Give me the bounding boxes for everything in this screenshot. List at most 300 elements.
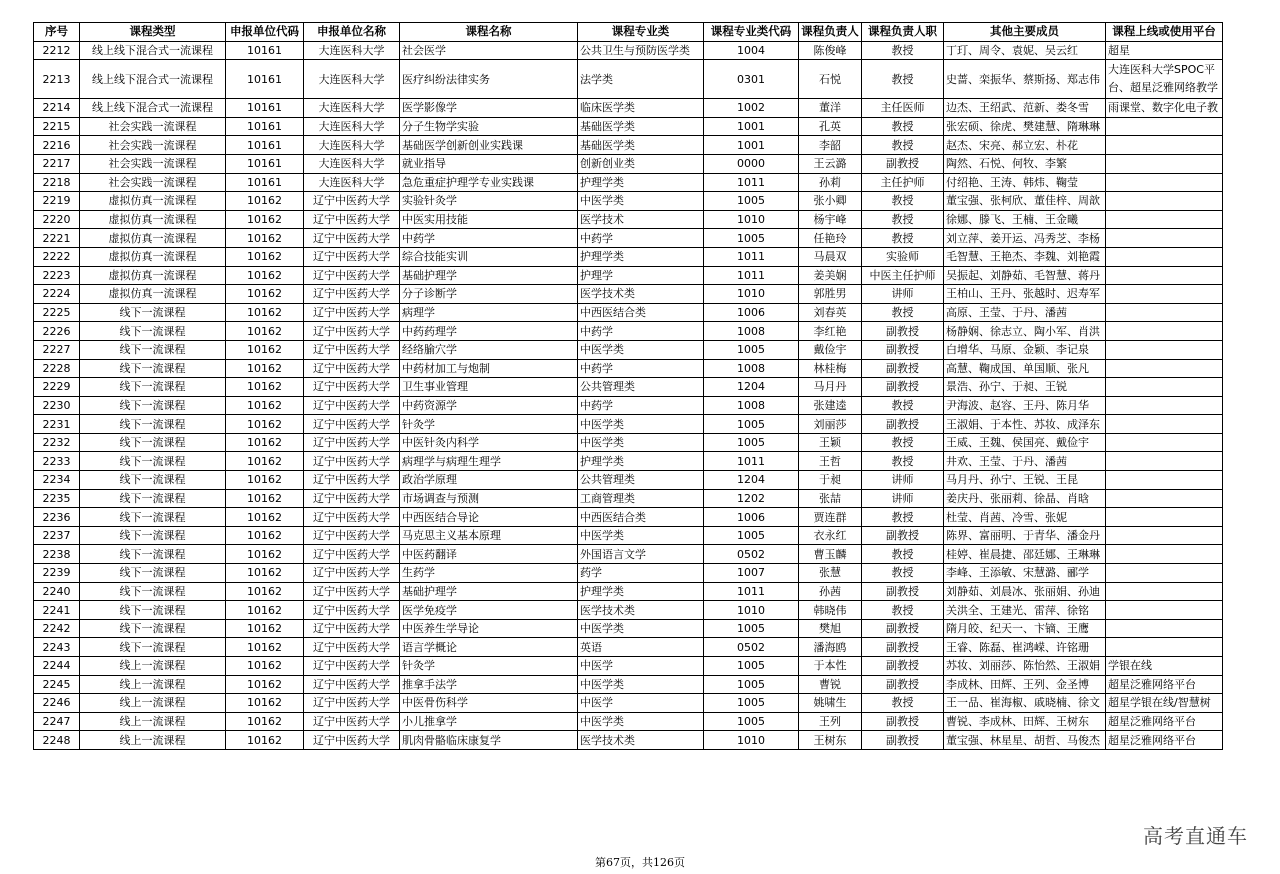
cell-seq: 2237 [34, 526, 80, 545]
cell-major-category: 护理学类 [578, 247, 704, 266]
header-course-type: 课程类型 [80, 23, 226, 42]
cell-unit-name: 辽宁中医药大学 [304, 489, 400, 508]
cell-unit-name: 辽宁中医药大学 [304, 545, 400, 564]
table-row [34, 582, 1223, 601]
cell-major-code: 1011 [704, 173, 799, 192]
table-row [34, 266, 1223, 285]
cell-major-category: 基础医学类 [578, 117, 704, 136]
header-major-category: 课程专业类 [578, 23, 704, 42]
cell-platform [1106, 638, 1223, 657]
cell-platform [1106, 210, 1223, 229]
cell-unit-code: 10162 [226, 731, 304, 750]
cell-unit-code: 10162 [226, 396, 304, 415]
cell-members: 王淑娟、于本性、苏妆、成泽东 [944, 415, 1106, 434]
cell-course-name: 中医骨伤科学 [400, 694, 578, 713]
cell-major-code: 1005 [704, 229, 799, 248]
cell-course-name: 小儿推拿学 [400, 712, 578, 731]
cell-major-code: 0502 [704, 638, 799, 657]
cell-leader-title: 副教授 [862, 712, 944, 731]
cell-course-type: 线上线下混合式一流课程 [80, 60, 226, 99]
cell-major-code: 1001 [704, 136, 799, 155]
cell-seq: 2247 [34, 712, 80, 731]
cell-leader-title: 主任医师 [862, 99, 944, 118]
cell-course-name: 病理学与病理生理学 [400, 452, 578, 471]
cell-major-code: 1006 [704, 508, 799, 527]
cell-seq: 2246 [34, 694, 80, 713]
cell-unit-code: 10162 [226, 619, 304, 638]
cell-unit-code: 10162 [226, 378, 304, 397]
cell-leader: 樊旭 [799, 619, 862, 638]
cell-unit-code: 10161 [226, 173, 304, 192]
cell-members: 尹海波、赵容、王丹、陈月华 [944, 396, 1106, 415]
cell-leader: 姚啸生 [799, 694, 862, 713]
cell-major-category: 中医学 [578, 657, 704, 676]
cell-seq: 2218 [34, 173, 80, 192]
cell-seq: 2240 [34, 582, 80, 601]
cell-leader: 于昶 [799, 471, 862, 490]
cell-platform [1106, 266, 1223, 285]
cell-unit-name: 辽宁中医药大学 [304, 508, 400, 527]
cell-unit-name: 大连医科大学 [304, 136, 400, 155]
cell-members: 景浩、孙宁、于昶、王锐 [944, 378, 1106, 397]
cell-unit-code: 10161 [226, 136, 304, 155]
cell-members: 王柏山、王丹、张越时、迟寿军 [944, 285, 1106, 304]
cell-unit-name: 辽宁中医药大学 [304, 601, 400, 620]
cell-leader-title: 副教授 [862, 415, 944, 434]
cell-unit-name: 辽宁中医药大学 [304, 378, 400, 397]
cell-unit-name: 辽宁中医药大学 [304, 471, 400, 490]
cell-leader-title: 教授 [862, 229, 944, 248]
cell-course-name: 中医实用技能 [400, 210, 578, 229]
cell-course-type: 线下一流课程 [80, 433, 226, 452]
cell-course-type: 线下一流课程 [80, 545, 226, 564]
cell-seq: 2220 [34, 210, 80, 229]
cell-leader-title: 教授 [862, 396, 944, 415]
cell-major-code: 1202 [704, 489, 799, 508]
cell-members: 高慧、鞠成国、单国顺、张凡 [944, 359, 1106, 378]
cell-seq: 2227 [34, 340, 80, 359]
header-leader: 课程负责人 [799, 23, 862, 42]
cell-course-type: 线下一流课程 [80, 489, 226, 508]
cell-unit-name: 辽宁中医药大学 [304, 657, 400, 676]
cell-seq: 2239 [34, 564, 80, 583]
cell-seq: 2229 [34, 378, 80, 397]
cell-unit-code: 10162 [226, 564, 304, 583]
cell-major-code: 1005 [704, 657, 799, 676]
cell-seq: 2238 [34, 545, 80, 564]
cell-seq: 2242 [34, 619, 80, 638]
cell-unit-code: 10161 [226, 117, 304, 136]
cell-unit-code: 10162 [226, 322, 304, 341]
cell-course-type: 虚拟仿真一流课程 [80, 285, 226, 304]
cell-course-name: 就业指导 [400, 154, 578, 173]
cell-members: 王睿、陈磊、崔鸿嵘、许铭珊 [944, 638, 1106, 657]
cell-major-category: 法学类 [578, 60, 704, 99]
cell-unit-name: 辽宁中医药大学 [304, 712, 400, 731]
cell-leader-title: 教授 [862, 508, 944, 527]
cell-course-name: 基础医学创新创业实践课 [400, 136, 578, 155]
cell-unit-name: 辽宁中医药大学 [304, 582, 400, 601]
cell-leader: 曹锐 [799, 675, 862, 694]
cell-unit-name: 辽宁中医药大学 [304, 396, 400, 415]
cell-leader: 孙莉 [799, 173, 862, 192]
cell-members: 苏妆、刘丽莎、陈怡然、王淑娟 [944, 657, 1106, 676]
cell-major-category: 中药学 [578, 359, 704, 378]
cell-major-category: 公共管理类 [578, 378, 704, 397]
cell-unit-code: 10162 [226, 545, 304, 564]
cell-major-category: 医学技术类 [578, 731, 704, 750]
cell-platform [1106, 359, 1223, 378]
cell-major-code: 1008 [704, 359, 799, 378]
cell-unit-name: 辽宁中医药大学 [304, 564, 400, 583]
cell-course-type: 线下一流课程 [80, 378, 226, 397]
table-row [34, 229, 1223, 248]
cell-seq: 2212 [34, 41, 80, 60]
cell-members: 史蔷、栾振华、蔡斯扬、郑志伟 [944, 60, 1106, 99]
cell-leader: 衣永红 [799, 526, 862, 545]
cell-major-category: 中西医结合类 [578, 508, 704, 527]
cell-unit-code: 10162 [226, 694, 304, 713]
cell-unit-name: 大连医科大学 [304, 173, 400, 192]
cell-unit-code: 10162 [226, 266, 304, 285]
cell-leader: 戴俭宇 [799, 340, 862, 359]
cell-course-type: 社会实践一流课程 [80, 173, 226, 192]
table-row [34, 619, 1223, 638]
cell-unit-code: 10162 [226, 359, 304, 378]
cell-course-type: 虚拟仿真一流课程 [80, 210, 226, 229]
cell-members: 王威、王魏、侯国亮、戴俭宇 [944, 433, 1106, 452]
cell-members: 付绍艳、王涛、韩炜、鞠莹 [944, 173, 1106, 192]
table-row [34, 322, 1223, 341]
cell-course-type: 线上一流课程 [80, 657, 226, 676]
cell-major-code: 1008 [704, 396, 799, 415]
cell-course-type: 线下一流课程 [80, 582, 226, 601]
cell-leader-title: 教授 [862, 117, 944, 136]
header-course-name: 课程名称 [400, 23, 578, 42]
table-row [34, 452, 1223, 471]
table-row [34, 471, 1223, 490]
cell-members: 毛智慧、王艳杰、李魏、刘艳霞 [944, 247, 1106, 266]
cell-major-category: 中医学类 [578, 712, 704, 731]
cell-unit-code: 10162 [226, 508, 304, 527]
cell-unit-name: 辽宁中医药大学 [304, 247, 400, 266]
cell-major-code: 1010 [704, 210, 799, 229]
cell-unit-name: 辽宁中医药大学 [304, 638, 400, 657]
cell-platform [1106, 303, 1223, 322]
cell-major-category: 护理学类 [578, 452, 704, 471]
cell-seq: 2228 [34, 359, 80, 378]
table-row [34, 117, 1223, 136]
cell-leader-title: 教授 [862, 545, 944, 564]
cell-leader: 任艳玲 [799, 229, 862, 248]
cell-platform [1106, 489, 1223, 508]
cell-members: 白增华、马原、金颖、李记泉 [944, 340, 1106, 359]
cell-leader: 林桂梅 [799, 359, 862, 378]
cell-course-name: 社会医学 [400, 41, 578, 60]
cell-leader: 刘丽莎 [799, 415, 862, 434]
cell-leader-title: 教授 [862, 41, 944, 60]
cell-course-type: 线上一流课程 [80, 694, 226, 713]
cell-unit-name: 辽宁中医药大学 [304, 731, 400, 750]
cell-major-code: 1005 [704, 712, 799, 731]
cell-platform [1106, 433, 1223, 452]
table-row [34, 526, 1223, 545]
cell-major-code: 1002 [704, 99, 799, 118]
cell-course-type: 线下一流课程 [80, 526, 226, 545]
cell-members: 陈界、富丽明、于青华、潘金丹 [944, 526, 1106, 545]
cell-platform [1106, 136, 1223, 155]
table-row [34, 489, 1223, 508]
cell-unit-name: 大连医科大学 [304, 41, 400, 60]
table-row [34, 173, 1223, 192]
cell-leader: 郭胜男 [799, 285, 862, 304]
table-row [34, 712, 1223, 731]
cell-members: 刘立萍、姜开运、冯秀芝、李杨 [944, 229, 1106, 248]
cell-leader-title: 教授 [862, 694, 944, 713]
cell-platform: 超星 [1106, 41, 1223, 60]
cell-platform: 超星泛雅网络平台 [1106, 712, 1223, 731]
cell-unit-name: 辽宁中医药大学 [304, 433, 400, 452]
cell-platform: 大连医科大学SPOC平台、超星泛雅网络教学 [1106, 60, 1223, 99]
cell-leader-title: 副教授 [862, 378, 944, 397]
cell-unit-name: 大连医科大学 [304, 117, 400, 136]
cell-unit-code: 10162 [226, 712, 304, 731]
cell-leader: 石悦 [799, 60, 862, 99]
cell-course-type: 线下一流课程 [80, 359, 226, 378]
cell-seq: 2230 [34, 396, 80, 415]
cell-unit-code: 10162 [226, 452, 304, 471]
course-table [33, 22, 1223, 750]
cell-seq: 2219 [34, 192, 80, 211]
cell-course-type: 虚拟仿真一流课程 [80, 192, 226, 211]
cell-unit-name: 辽宁中医药大学 [304, 303, 400, 322]
cell-members: 赵杰、宋亮、郝立宏、朴花 [944, 136, 1106, 155]
cell-platform [1106, 452, 1223, 471]
cell-course-type: 线下一流课程 [80, 396, 226, 415]
cell-platform [1106, 173, 1223, 192]
cell-leader: 张喆 [799, 489, 862, 508]
cell-unit-code: 10162 [226, 247, 304, 266]
cell-major-category: 英语 [578, 638, 704, 657]
cell-major-code: 1005 [704, 675, 799, 694]
cell-course-type: 线上线下混合式一流课程 [80, 41, 226, 60]
table-row [34, 433, 1223, 452]
cell-leader: 王哲 [799, 452, 862, 471]
cell-platform [1106, 508, 1223, 527]
cell-leader-title: 教授 [862, 564, 944, 583]
cell-members: 马月丹、孙宁、王锐、王昆 [944, 471, 1106, 490]
cell-leader-title: 讲师 [862, 489, 944, 508]
cell-leader-title: 副教授 [862, 731, 944, 750]
cell-members: 边杰、王绍武、范新、娄冬雪 [944, 99, 1106, 118]
cell-unit-code: 10162 [226, 657, 304, 676]
cell-major-code: 1005 [704, 415, 799, 434]
cell-course-name: 针灸学 [400, 657, 578, 676]
cell-leader-title: 副教授 [862, 154, 944, 173]
cell-major-code: 1006 [704, 303, 799, 322]
cell-major-category: 基础医学类 [578, 136, 704, 155]
cell-unit-name: 辽宁中医药大学 [304, 192, 400, 211]
table-row [34, 60, 1223, 99]
cell-leader: 王云潞 [799, 154, 862, 173]
cell-platform [1106, 322, 1223, 341]
cell-members: 张宏硕、徐虎、樊建慧、隋琳琳 [944, 117, 1106, 136]
cell-leader-title: 副教授 [862, 359, 944, 378]
cell-leader-title: 实验师 [862, 247, 944, 266]
table-row [34, 731, 1223, 750]
table-row [34, 192, 1223, 211]
cell-leader-title: 主任护师 [862, 173, 944, 192]
table-row [34, 210, 1223, 229]
cell-major-code: 0502 [704, 545, 799, 564]
cell-major-code: 1001 [704, 117, 799, 136]
cell-seq: 2215 [34, 117, 80, 136]
table-row [34, 303, 1223, 322]
cell-unit-code: 10162 [226, 192, 304, 211]
table-row [34, 378, 1223, 397]
cell-unit-code: 10162 [226, 433, 304, 452]
cell-platform [1106, 285, 1223, 304]
cell-platform [1106, 396, 1223, 415]
cell-members: 徐娜、滕飞、王楠、王金曦 [944, 210, 1106, 229]
cell-leader: 韩晓伟 [799, 601, 862, 620]
cell-seq: 2214 [34, 99, 80, 118]
cell-course-name: 实验针灸学 [400, 192, 578, 211]
cell-course-type: 线下一流课程 [80, 452, 226, 471]
cell-major-category: 中医学类 [578, 340, 704, 359]
cell-course-name: 基础护理学 [400, 266, 578, 285]
cell-leader-title: 教授 [862, 433, 944, 452]
cell-major-code: 1011 [704, 582, 799, 601]
cell-major-category: 医学技术类 [578, 601, 704, 620]
table-row [34, 247, 1223, 266]
cell-course-name: 马克思主义基本原理 [400, 526, 578, 545]
table-row [34, 545, 1223, 564]
cell-major-code: 1010 [704, 285, 799, 304]
cell-platform [1106, 471, 1223, 490]
cell-leader: 潘海鸥 [799, 638, 862, 657]
cell-leader-title: 教授 [862, 452, 944, 471]
header-members: 其他主要成员 [944, 23, 1106, 42]
cell-members: 李成林、田辉、王列、金圣博 [944, 675, 1106, 694]
cell-leader: 王列 [799, 712, 862, 731]
cell-unit-code: 10162 [226, 303, 304, 322]
cell-major-category: 药学 [578, 564, 704, 583]
cell-seq: 2232 [34, 433, 80, 452]
cell-unit-name: 大连医科大学 [304, 60, 400, 99]
cell-course-type: 社会实践一流课程 [80, 117, 226, 136]
cell-major-category: 工商管理类 [578, 489, 704, 508]
header-platform: 课程上线或使用平台 [1106, 23, 1223, 42]
cell-platform [1106, 564, 1223, 583]
cell-course-name: 中医针灸内科学 [400, 433, 578, 452]
cell-course-name: 中医养生学导论 [400, 619, 578, 638]
cell-course-name: 中医药翻译 [400, 545, 578, 564]
cell-major-code: 1010 [704, 601, 799, 620]
watermark-logo-text: 高考直通车 [1143, 824, 1248, 848]
cell-members: 关洪全、王建光、雷萍、徐铭 [944, 601, 1106, 620]
cell-course-type: 线下一流课程 [80, 564, 226, 583]
cell-unit-code: 10162 [226, 285, 304, 304]
cell-course-type: 虚拟仿真一流课程 [80, 266, 226, 285]
cell-platform [1106, 340, 1223, 359]
cell-members: 姜庆丹、张丽莉、徐晶、肖晗 [944, 489, 1106, 508]
cell-course-name: 推拿手法学 [400, 675, 578, 694]
table-row [34, 396, 1223, 415]
cell-members: 曹锐、李成林、田辉、王树东 [944, 712, 1106, 731]
table-row [34, 154, 1223, 173]
cell-unit-name: 辽宁中医药大学 [304, 694, 400, 713]
cell-course-name: 基础护理学 [400, 582, 578, 601]
cell-major-category: 中医学类 [578, 619, 704, 638]
cell-leader-title: 副教授 [862, 526, 944, 545]
cell-course-name: 针灸学 [400, 415, 578, 434]
cell-members: 桂婷、崔晨捷、邵廷娜、王琳琳 [944, 545, 1106, 564]
cell-leader-title: 教授 [862, 60, 944, 99]
cell-course-type: 线上一流课程 [80, 675, 226, 694]
cell-members: 王一品、崔海椒、戚晓楠、徐文 [944, 694, 1106, 713]
cell-unit-code: 10162 [226, 601, 304, 620]
cell-platform: 超星泛雅网络平台 [1106, 731, 1223, 750]
cell-seq: 2223 [34, 266, 80, 285]
cell-members: 李峰、王添敏、宋慧潞、郦学 [944, 564, 1106, 583]
cell-major-category: 公共管理类 [578, 471, 704, 490]
cell-major-category: 中药学 [578, 396, 704, 415]
cell-leader: 张建逵 [799, 396, 862, 415]
table-row [34, 415, 1223, 434]
cell-course-type: 线下一流课程 [80, 601, 226, 620]
cell-course-name: 生药学 [400, 564, 578, 583]
cell-course-name: 医学影像学 [400, 99, 578, 118]
cell-leader: 张小卿 [799, 192, 862, 211]
cell-leader-title: 教授 [862, 210, 944, 229]
cell-unit-name: 辽宁中医药大学 [304, 526, 400, 545]
cell-course-name: 医疗纠纷法律实务 [400, 60, 578, 99]
cell-seq: 2234 [34, 471, 80, 490]
cell-platform [1106, 192, 1223, 211]
cell-platform [1106, 154, 1223, 173]
cell-leader-title: 教授 [862, 136, 944, 155]
cell-course-type: 线下一流课程 [80, 471, 226, 490]
cell-course-type: 线上一流课程 [80, 731, 226, 750]
cell-leader: 董洋 [799, 99, 862, 118]
cell-major-code: 1005 [704, 694, 799, 713]
cell-course-type: 虚拟仿真一流课程 [80, 229, 226, 248]
cell-platform: 学银在线 [1106, 657, 1223, 676]
cell-major-category: 中医学类 [578, 415, 704, 434]
cell-seq: 2236 [34, 508, 80, 527]
cell-major-code: 1005 [704, 192, 799, 211]
cell-course-name: 中药材加工与炮制 [400, 359, 578, 378]
cell-unit-name: 辽宁中医药大学 [304, 210, 400, 229]
cell-course-name: 分子诊断学 [400, 285, 578, 304]
cell-major-category: 创新创业类 [578, 154, 704, 173]
cell-leader-title: 副教授 [862, 657, 944, 676]
table-row [34, 41, 1223, 60]
cell-seq: 2243 [34, 638, 80, 657]
cell-major-code: 1005 [704, 340, 799, 359]
cell-major-category: 医学技术类 [578, 285, 704, 304]
cell-members: 丁玎、周令、袁妮、吴云红 [944, 41, 1106, 60]
table-row [34, 694, 1223, 713]
table-body [34, 41, 1223, 749]
table-row [34, 638, 1223, 657]
cell-course-name: 分子生物学实验 [400, 117, 578, 136]
cell-seq: 2241 [34, 601, 80, 620]
cell-leader: 杨宇峰 [799, 210, 862, 229]
cell-seq: 2245 [34, 675, 80, 694]
cell-course-type: 线下一流课程 [80, 508, 226, 527]
